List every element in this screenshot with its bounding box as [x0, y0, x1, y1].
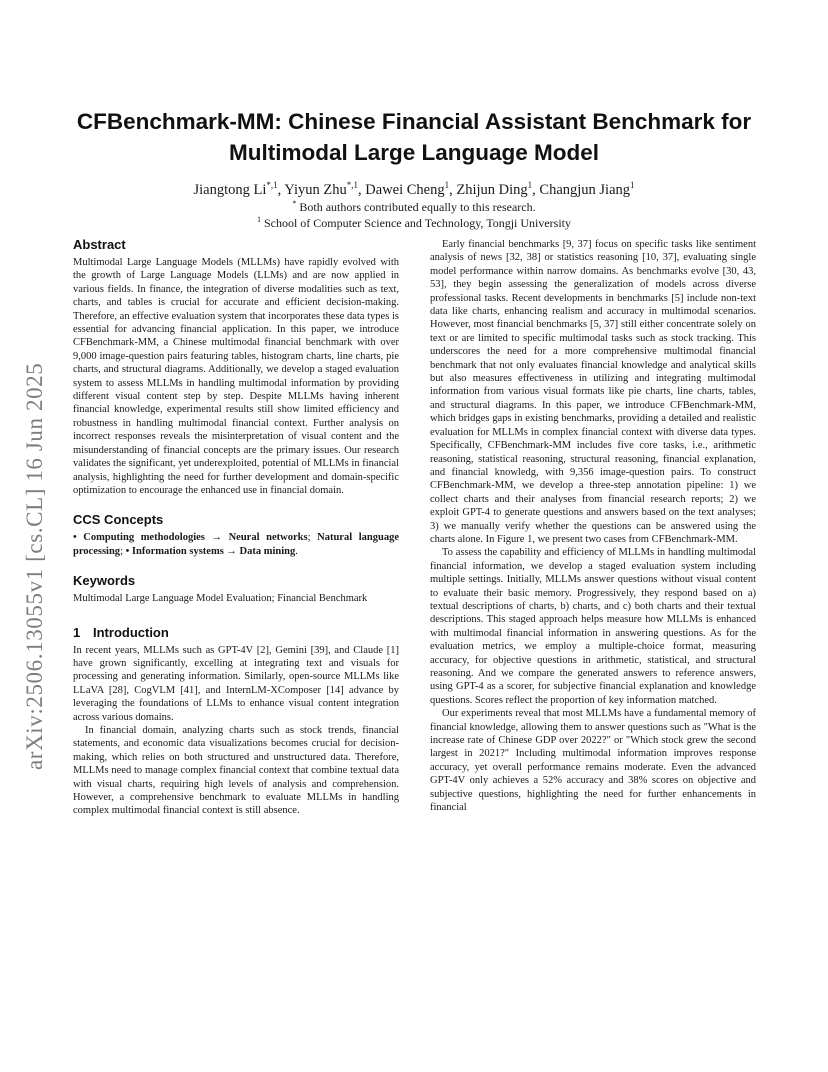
body-paragraph: Early financial benchmarks [9, 37] focus on specific tasks like sentiment analysis of news [32, 38] or statistics reasoning [10, 37], evaluating single model performance within narrow domains. As benchmarks evolve [30, 43, 53], they begin assessing the generalization of models across diverse professional tasks. Recent developments in benchmarks [5] include non-text data like charts, enhancing realism and accuracy in multimodal scenarios. However, most financial benchmarks [5, 37] still either concentrate solely on text or are limited to specific multimodal tasks such as stock tracking. This underscores the need for a more comprehensive multimodal financial benchmark that not only evaluates financial knowledge and analytical skills but also measures effectiveness in utilizing and integrating multimodal information from various visual formats like pie charts, line charts, tables, and structural diagrams. In this paper, we introduce CFBenchmark-MM, which bridges gaps in existing benchmarks, providing a detailed and realistic evaluation for MLLMs in complex financial context with diverse data types. Specifically, CFBenchmark-MM includes five core tasks, i.e., arithmetic reasoning, statistical reasoning, structural reasoning, financial explanation, and financial knowledg, with 9,356 image-question pairs. To construct CFBenchmark-MM, we develop a three-step annotation pipeline: 1) we collect charts and their analyses from financial research reports; 2) we exploit GPT-4 to generate questions and answers based on the text analyses; 3) we manually verify whether the questions can be answered using the charts alone. In Figure 1, we present two cases from CFBenchmark-MM. — [430, 239, 756, 545]
keywords-text: Multimodal Large Language Model Evaluation; Financial Benchmark — [73, 593, 368, 605]
author: Yiyun Zhu$^{*,1}$, — [284, 180, 366, 198]
title-line-2: Multimodal Large Language Model — [228, 140, 600, 165]
body-paragraph: Our experiments reveal that most MLLMs have a fundamental memory of financial knowledge, allowing them to answer questions such as "What is the increase rate of Chinese GDP over 2022?" or "Which stock grew the second largest in 2021?" Including multimodal information improves response accuracy, yet overall performance remains moderate. Even the advanced GPT-4V only achieves a 52% accuracy and 38% scores on objective and subjective questions, highlighting the need for further enhancements in financial — [430, 708, 756, 814]
intro-paragraph: In recent years, MLLMs such as GPT-4V [2], Gemini [39], and Claude [1] have grown significantly, excelling at integrating text and visuals for processing and generating information. Similarly, open-source MLLMs like LLaVA [28], CogVLM [41], and InternLM-XComposer [14] advance by leveraging the foundations of LLMs to enhance visual content integration across various domains. — [73, 644, 399, 723]
author: Jiangtong $Li^{*,1}$, — [193, 180, 285, 198]
equal-contribution-note: * Both authors contributed equally to this research. — [292, 199, 536, 214]
paper-title — [60, 106, 768, 168]
author: Changjun Jiang$^1$ — [539, 180, 635, 198]
intro-paragraph: In financial domain, analyzing charts such as stock trends, financial statements, and economic data visualizations becomes crucial for decision-making, which relies on both structured and unstructured data. Therefore, MLLMs need to manage complex financial context that combine textual data with visual charts, requiring high levels of analysis and comprehension. However, a comprehensive benchmark to evaluate MLLMs in handling complex multimodal financial context is still absence. — [73, 724, 399, 817]
right-column — [430, 238, 756, 814]
author: Zhijun Ding$^1$, — [456, 180, 540, 198]
ccs-concepts: • Computing methodologies → Neural networks; Natural language processing; • Information systems → Data mining. — [73, 532, 399, 557]
arxiv-identifier: arXiv:2506.13055v1 [cs.CL] 16 Jun 2025 — [22, 362, 47, 770]
title-line-1: CFBenchmark-MM: Chinese Financial Assistant Benchmark for — [76, 109, 752, 134]
abstract-heading: Abstract — [73, 237, 126, 252]
left-column — [73, 236, 399, 818]
body-paragraph: To assess the capability and efficiency of MLLMs in handling multimodal financial information, we develop a staged evaluation system including multiple settings. Initially, MLLMs answer questions without visual content to evaluate their basic memory. Progressively, they respond based on a) textual descriptions of charts, b) charts, and c) both charts and their textual descriptions. This staged approach helps measure how MLLMs is enhanced with multimodal financial information in answering questions. As for the evaluation metrics, we employ a multiple-choice format, measuring accuracy, for objective questions in arithmetic, statistical, and structural reasoning. And we compare the generated answers to reference answers, using GPT-4 as a scorer, for subjective financial explanation and knowledge questions. Scores reflect the proportion of key information matched. — [430, 547, 756, 706]
keywords-heading: Keywords — [73, 573, 136, 589]
introduction-heading: 1 Introduction — [73, 624, 169, 640]
ccs-heading: CCS Concepts — [73, 512, 164, 528]
affiliation: $^1$ School of Computer Science and Technology, Tongji University — [256, 215, 572, 230]
abstract-text: Multimodal Large Language Models (MLLMs) have rapidly evolved with the growth of Large Language Models (LLMs) and are now applied in various fields. In finance, the integration of diverse modalities such as text, charts, and tables is crucial for accurate and efficient decision-making. Therefore, an effective evaluation system that incorporates these data types is essential for advancing financial application. In this paper, we introduce CFBenchmark-MM, a Chinese multimodal financial benchmark with over 9,000 image-question pairs featuring tables, histogram charts, line charts, pie charts, and structural diagrams. Additionally, we develop a staged evaluation system to assess MLLMs in handling multimodal information by providing different visual content step by step. Despite MLLMs having inherent financial knowledge, experimental results still show limited efficiency and robustness in handling multimodal financial context. Further analysis on incorrect responses reveals the misinterpretation of visual content and the misunderstanding of financial concepts are the primary issues. Our research validates the significant, yet underexploited, potential of MLLMs in financial analysis, highlighting the need for further development and domain-specific optimization to encourage the enhanced use in financial domain. — [73, 257, 399, 496]
author: Dawei Cheng$^1$, — [365, 180, 457, 198]
